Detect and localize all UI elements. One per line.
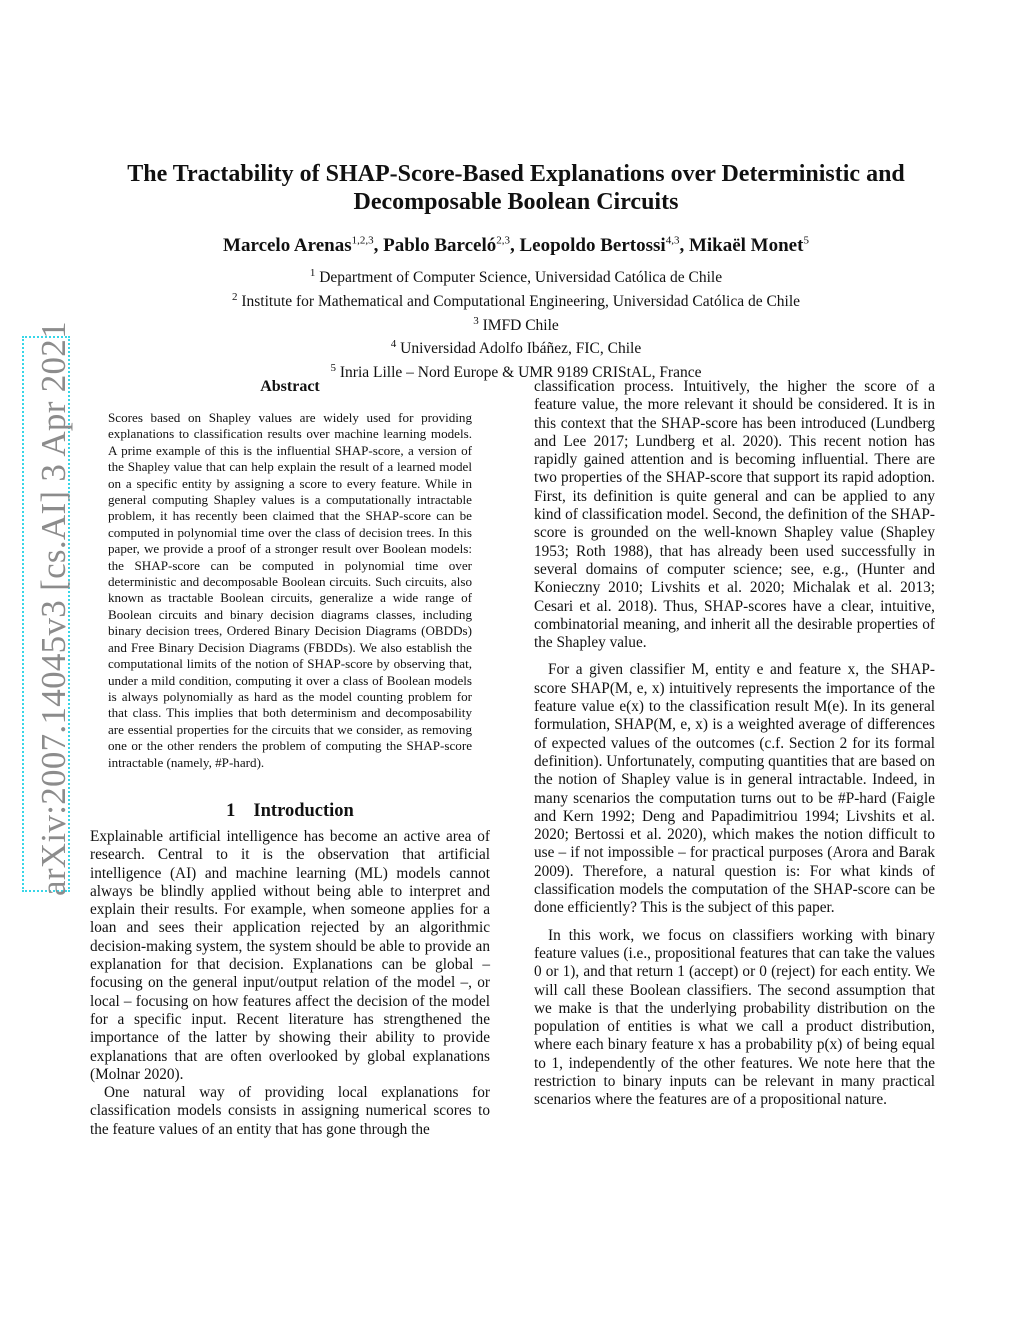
- affiliation-list: [100, 264, 932, 383]
- author: Leopoldo Bertossi$^{4,3}$,: [519, 235, 689, 257]
- author: Marcelo Arenas$^{1,2,3}$,: [223, 235, 384, 257]
- paper-title-line-2: Decomposable Boolean Circuits: [353, 189, 679, 215]
- right-column: [534, 378, 935, 1110]
- left-column: [90, 378, 490, 1139]
- intro-paragraph-2: One natural way of providing local explanations for classification models consists in assigning numerical scores to the feature values of an entity that has gone through the: [90, 1084, 490, 1138]
- paper-title: [100, 160, 932, 216]
- author-list: [100, 235, 932, 257]
- affiliation: $^3$ IMFD Chile: [473, 314, 559, 334]
- affiliation: $^5$ Inria Lille – Nord Europe & UMR 9189 CRIStAL, France: [330, 362, 702, 382]
- body-paragraph-1: classification process. Intuitively, the higher the score of a feature value, the more relevant it should be considered. It is in this context that the SHAP-score has been introduced (Lundberg and Lee 2017; Lundberg et al. 2020). This recent notion has rapidly gained attention and is becoming influential. There are two properties of the SHAP-score that support its rapid adoption. First, its definition is quite general and can be applied to any kind of classification model. Second, the definition of the SHAP-score is grounded on the well-known Shapley value (Shapley 1953; Roth 1988), that has already been used successfully in several domains of computer science; see, e.g., (Hunter and Konieczny 2010; Livshits et al. 2020; Michalak et al. 2013; Cesari et al. 2018). Thus, SHAP-scores have a clear, intuitive, combinatorial meaning, and inherit all the desirable properties of the Shapley value.: [534, 378, 935, 652]
- paper-title-line-1: The Tractability of SHAP-Score-Based Explanations over Deterministic and: [127, 161, 905, 187]
- body-paragraph-3: In this work, we focus on classifiers working with binary feature values (i.e., propositional features that can take the values 0 or 1), and that return 1 (accept) or 0 (reject) for each entity. We will call these Boolean classifiers. The second assumption that we make is that the underlying probability distribution on the population of entities is what we call a product distribution, where each binary feature x has a probability p(x) of being equal to 1, independently of the other features. We note here that the restriction to binary inputs can be relevant in many practical scenarios where the features are of a propositional nature.: [534, 926, 935, 1109]
- author: Mikaël Monet$^5$: [688, 235, 809, 257]
- abstract-text: Scores based on Shapley values are widely used for providing explanations to classification results over machine learning models. A prime example of this is the influential SHAP-score, a version of the Shapley value that can help explain the result of a learned model on a specific entity by assigning a score to every feature. While in general computing Shapley values is a computationally intractable problem, it has recently been claimed that the SHAP-score can be computed in polynomial time over the class of decision trees. In this paper, we provide a proof of a stronger result over Boolean models: the SHAP-score can be computed in polynomial time over deterministic and decomposable Boolean circuits. Such circuits, also known as tractable Boolean circuits, generalize a wide range of Boolean circuits and binary decision diagrams classes, including binary decision trees, Ordered Binary Decision Diagrams (OBDDs) and Free Binary Decision Diagrams (FBDDs). We also establish the computational limits of the notion of SHAP-score by observing that, under a mild condition, computing it over a class of Boolean models is always polynomially as hard as the model counting problem for that class. This implies that both determinism and decomposability are essential properties for the circuits that we consider, as removing one or the other renders the problem of computing the SHAP-score intractable (namely, #P-hard).: [108, 410, 472, 770]
- affiliation: $^4$ Universidad Adolfo Ibáñez, FIC, Chile: [390, 338, 642, 358]
- arxiv-identifier-text: arXiv:2007.14045v3 [cs.AI] 3 Apr 2021: [34, 321, 73, 896]
- affiliation: $^2$ Institute for Mathematical and Computational Engineering, Universidad Católica de Chile: [231, 290, 801, 310]
- author: Pablo Barceló$^{2,3}$,: [383, 235, 520, 257]
- section-number: 1: [226, 800, 236, 821]
- arxiv-identifier[interactable]: [14, 300, 78, 900]
- intro-paragraph-1: Explainable artificial intelligence has become an active area of research. Central to it is the observation that artificial intelligence (AI) and machine learning (ML) models cannot always be blindly applied without being able to interpret and explain their results. For example, when someone applies for a loan and sees their application rejected by an algorithmic decision-making system, the system should be able to provide an explanation for that decision. Explanations can be global – focusing on the general input/output relation of the model –, or local – focusing on how features affect the decision of the model for a specific input. Recent literature has strengthened the importance of the latter by showing their ability to provide explanations that are often overlooked by global explanations (Molnar 2020).: [90, 827, 490, 1083]
- section-heading: [90, 801, 490, 822]
- affiliation: $^1$ Department of Computer Science, Universidad Católica de Chile: [309, 267, 723, 287]
- abstract-heading: Abstract: [260, 378, 320, 395]
- body-paragraph-2: For a given classifier M, entity e and feature x, the SHAP-score SHAP(M, e, x) intuitively represents the importance of the feature value e(x) to the classification result M(e). In its general formulation, SHAP(M, e, x) is a weighted average of differences of expected values of the outcomes (c.f. Section 2 for its formal definition). Unfortunately, computing quantities that are based on the notion of Shapley value is in general intractable. Indeed, in many scenarios the computation turns out to be #P-hard (Faigle and Kern 1992; Deng and Papadimitriou 1994; Livshits et al. 2020; Bertossi et al. 2020), which makes the notion difficult to use – if not impossible – for practical purposes (Arora and Barak 2009). Therefore, a natural question is: For what kinds of classification models the computation of the SHAP-score can be done efficiently? This is the subject of this paper.: [534, 661, 935, 917]
- section-title: Introduction: [253, 800, 354, 821]
